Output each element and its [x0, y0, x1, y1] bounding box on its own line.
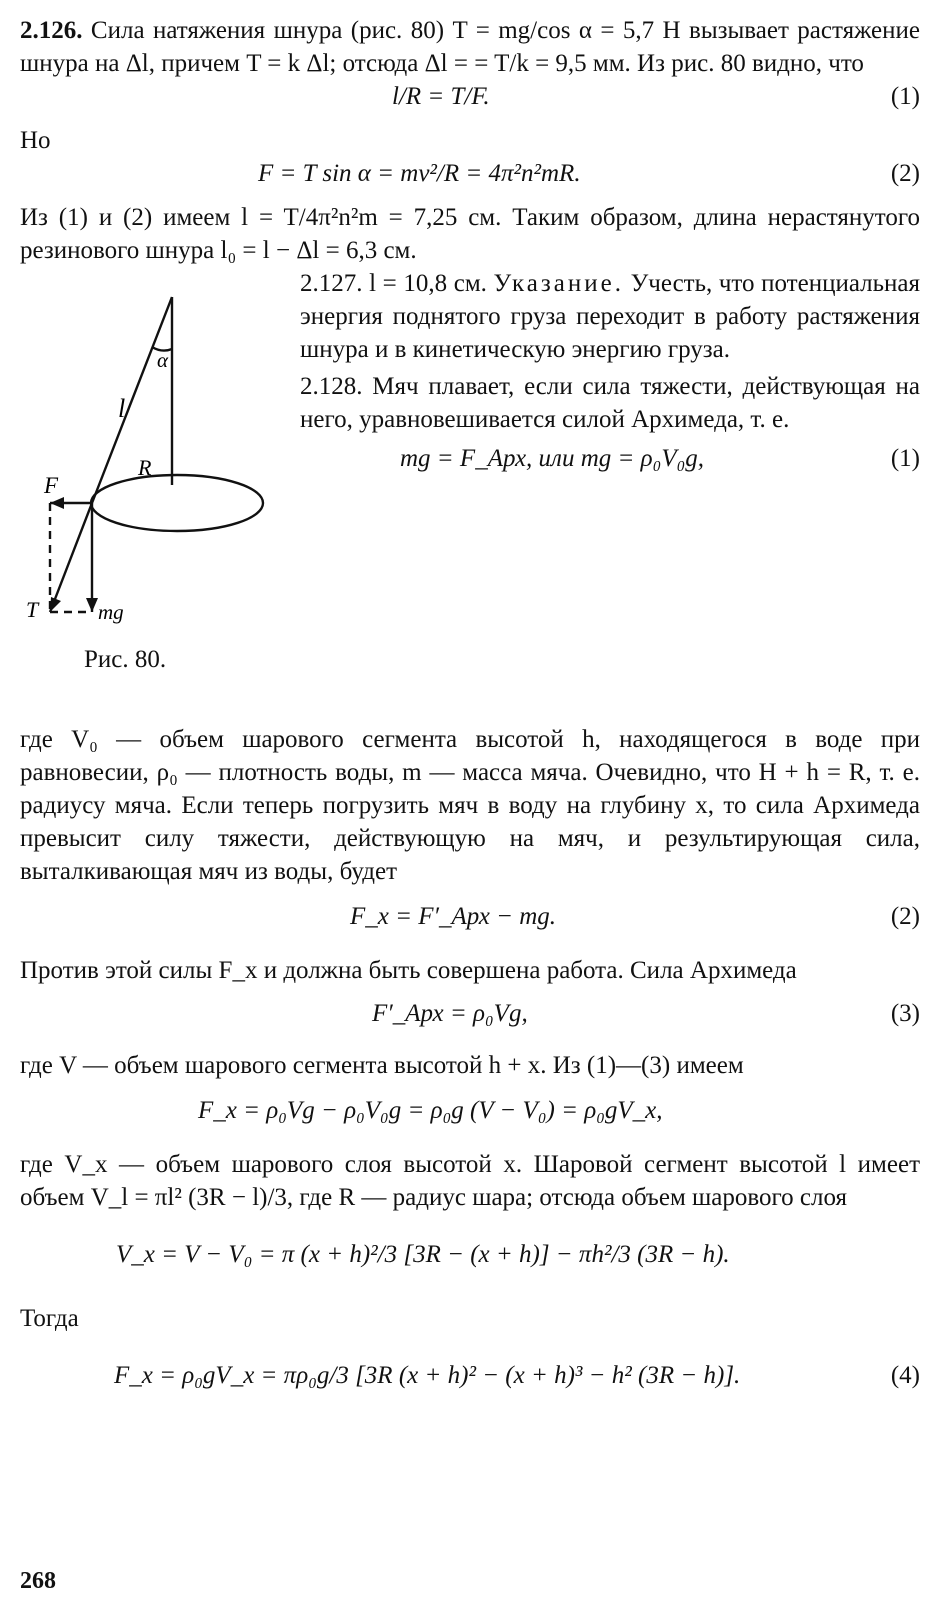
equation-row	[300, 442, 920, 486]
problem-number: 2.127.	[300, 270, 363, 297]
figure-block	[20, 267, 920, 723]
equation: F_x = ρ₀Vg − ρ₀V₀g = ρ₀g (V − V₀) = ρ₀gV_x,	[198, 1097, 663, 1124]
equation-number: (3)	[890, 1000, 920, 1027]
paragraph-text: где V — объем шарового сегмента высотой h + x. Из (1)—(3) имеем	[20, 1052, 744, 1079]
equation-row	[20, 1359, 920, 1423]
equation: V_x = V − V₀ = π (x + h)²/3 [3R − (x + h)] − πh²/3 (3R − h).	[116, 1241, 730, 1268]
alpha-label: α	[157, 348, 169, 372]
paragraph-text: где V₀ — объем шарового сегмента высотой h, находящегося в воде при равновесии, ρ₀ — плотность воды, m — масса мяча. Очевидно, что H + h = R, т. е. радиусу мяча. Если теперь погрузить мяч в воду на глубину x, то сила Архимеда превысит силу тяжести, действующую на мяч, и результирующая сила, выталкивающая мяч из воды, будет	[20, 726, 920, 885]
problem-2-126-text	[20, 14, 920, 80]
equation-row	[20, 1238, 920, 1302]
paragraph-text: Сила натяжения шнура (рис. 80) T = mg/cos α = 5,7 Н вызывает растяжение шнура на Δl, причем T = k Δl; отсюда Δl = = T/k = 9,5 мм. Из рис. 80 видно, что	[20, 17, 920, 77]
paragraph-text: Мяч плавает, если сила тяжести, действующая на него, уравновешивается силой Архимеда, т. е.	[300, 373, 920, 433]
tension-arrow	[50, 503, 92, 612]
problem-number: 2.126.	[20, 17, 83, 44]
figure-80	[20, 267, 290, 667]
paragraph-text: Но	[20, 127, 51, 154]
equation: F = T sin α = mv²/R = 4π²n²mR.	[258, 160, 581, 187]
problem-2-127-text	[300, 267, 920, 366]
equation-row	[20, 997, 920, 1041]
equation-number: (2)	[890, 903, 920, 930]
problem-2-128-text	[300, 370, 920, 436]
equation: l/R = T/F.	[392, 83, 490, 110]
equation-row	[20, 900, 920, 944]
figure-caption: Рис. 80.	[84, 646, 167, 673]
l-label: l	[118, 394, 126, 423]
equation-number: (2)	[890, 160, 920, 187]
equation-number: (1)	[890, 445, 920, 472]
mg-label: mg	[98, 600, 124, 624]
hint-label: Указание.	[493, 270, 624, 297]
page-content	[20, 14, 920, 1423]
paragraph-text: где V_x — объем шарового слоя высотой x. Шаровой сегмент высотой l имеет объем V_l = πl² (3R − l)/3, где R — радиус шара; отсюда объем шарового слоя	[20, 1151, 920, 1211]
answer-text: l = 10,8 см.	[369, 270, 487, 297]
t-label: T	[26, 597, 39, 622]
problem-number: 2.128.	[300, 373, 363, 400]
paragraph-text: Против этой силы F_x и должна быть совершена работа. Сила Архимеда	[20, 957, 797, 984]
paragraph-text: Тогда	[20, 1305, 79, 1332]
right-column	[300, 267, 920, 486]
circular-path-ellipse	[91, 475, 263, 531]
equation-row	[20, 1094, 920, 1138]
cord-line	[92, 297, 172, 503]
equation: mg = F_Арх, или mg = ρ₀V₀g,	[400, 445, 705, 472]
equation-number: (4)	[890, 1362, 920, 1389]
equation-row	[20, 157, 920, 201]
equation: F′_Арх = ρ₀Vg,	[372, 1000, 528, 1027]
page-number: 268	[20, 1568, 56, 1594]
equation-number: (1)	[890, 83, 920, 110]
r-label: R	[138, 455, 152, 480]
equation: F_x = F′_Арх − mg.	[350, 903, 557, 930]
f-label: F	[44, 473, 59, 498]
paragraph-text: Из (1) и (2) имеем l = T/4π²n²m = 7,25 см. Таким образом, длина нерастянутого резинового шнура l₀ = l − Δl = 6,3 см.	[20, 204, 920, 264]
hint-text: Учесть, что потенциальная энергия поднятого груза переходит в работу растяжения шнура и в кинетическую энергию груза.	[300, 270, 921, 363]
equation: F_x = ρ₀gV_x = πρ₀g/3 [3R (x + h)² − (x + h)³ − h² (3R − h)].	[114, 1362, 741, 1389]
equation-row	[20, 80, 920, 124]
